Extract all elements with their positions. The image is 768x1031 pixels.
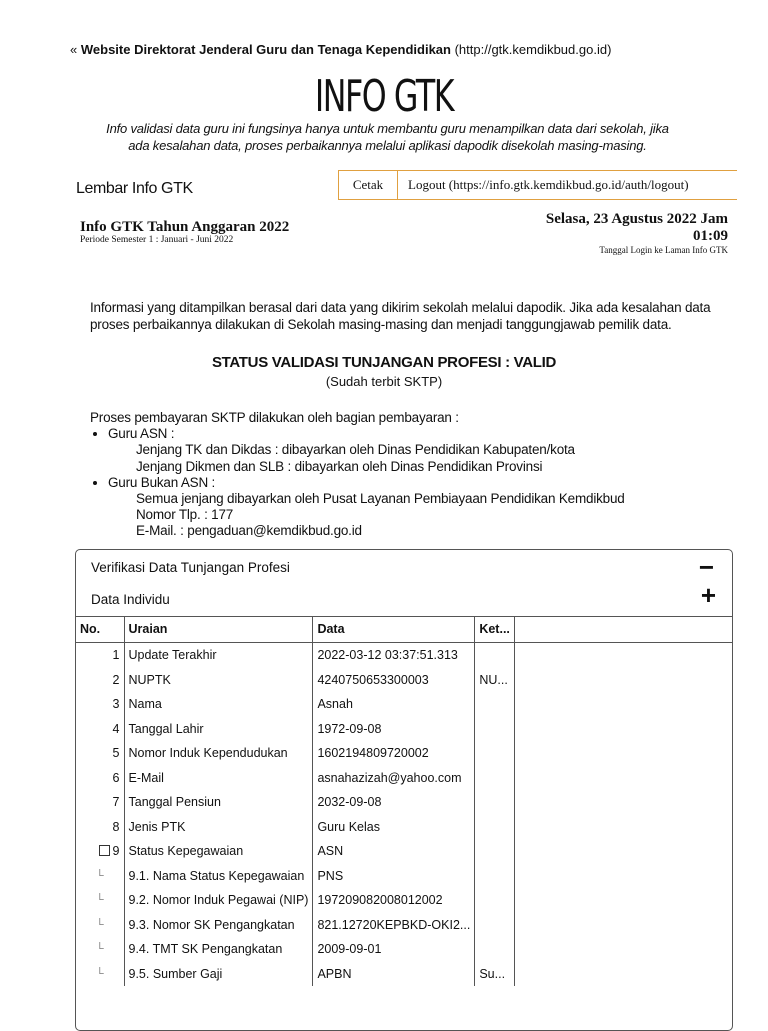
- cell-ket: [475, 766, 515, 791]
- cell-ket: [475, 937, 515, 962]
- cell-data: ASN: [313, 839, 475, 864]
- list-item: • Guru Bukan ASN : Semua jenjang dibayarkan oleh Pusat Layanan Pembiayaan Pendidikan Kemdikbud Nomor Tlp. : 177 E-Mail. : pengaduan@kemdikbud.go.id: [108, 475, 625, 540]
- payment-info: [90, 410, 625, 540]
- cell-ket: Su...: [475, 962, 515, 987]
- cell-empty: [514, 790, 732, 815]
- cell-ket: [475, 864, 515, 889]
- cell-ket: [475, 692, 515, 717]
- row-number: └: [95, 869, 104, 882]
- data-table: [76, 616, 732, 986]
- table-row: [76, 741, 732, 766]
- cell-data: 197209082008012002: [313, 888, 475, 913]
- panel-header: [76, 550, 732, 617]
- website-url: (http://gtk.kemdikbud.go.id): [454, 42, 612, 57]
- cell-data: 1972-09-08: [313, 717, 475, 742]
- cell-data: Asnah: [313, 692, 475, 717]
- cell-data: 2032-09-08: [313, 790, 475, 815]
- row-number: 7: [112, 795, 120, 810]
- cell-data: 2009-09-01: [313, 937, 475, 962]
- cell-uraian: 9.5. Sumber Gaji: [124, 962, 313, 987]
- table-row: [76, 888, 732, 913]
- website-link-line: [70, 42, 611, 57]
- table-header-row: [76, 616, 732, 643]
- table-row: [76, 864, 732, 889]
- table-row: [76, 962, 732, 987]
- col-header-uraian[interactable]: Uraian: [124, 616, 313, 643]
- info-paragraph: Informasi yang ditampilkan berasal dari data yang dikirim sekolah melalui dapodik. Jika ada kesalahan data proses perbaikannya dilakukan di Sekolah masing-masing dan menjadi tanggungjawab pemilik data.: [90, 300, 711, 332]
- cell-data: 4240750653300003: [313, 668, 475, 693]
- row-number: └: [95, 967, 104, 980]
- cell-ket: [475, 741, 515, 766]
- page-title: INFO GTK: [314, 71, 454, 122]
- cell-uraian: Jenis PTK: [124, 815, 313, 840]
- cell-ket: [475, 888, 515, 913]
- cell-ket: NU...: [475, 668, 515, 693]
- row-number: 1: [112, 648, 120, 663]
- logout-button[interactable]: Logout (https://info.gtk.kemdikbud.go.id/auth/logout): [398, 171, 699, 199]
- cell-ket: [475, 913, 515, 938]
- row-number: 3: [112, 697, 120, 712]
- validation-status-sub: (Sudah terbit SKTP): [325, 374, 443, 389]
- row-number: └: [95, 894, 104, 907]
- row-number: 5: [112, 746, 120, 761]
- panel-subtitle: Data Individu: [91, 592, 170, 607]
- table-row: [76, 790, 732, 815]
- page-subtitle: Info validasi data guru ini fungsinya hanya untuk membantu guru menampilkan data dari sekolah, jika ada kesalahan data, proses perbaikannya melalui aplikasi dapodik disekolah masing-masing.: [106, 121, 669, 153]
- cell-ket: [475, 839, 515, 864]
- cell-uraian: 9.4. TMT SK Pengangkatan: [124, 937, 313, 962]
- cell-uraian: Tanggal Lahir: [124, 717, 313, 742]
- table-row: [76, 839, 732, 864]
- list-item: • Guru ASN : Jenjang TK dan Dikdas : dibayarkan oleh Dinas Pendidikan Kabupaten/kota Jenjang Dikmen dan SLB : dibayarkan oleh Dinas Pendidikan Provinsi: [108, 426, 625, 475]
- payment-list: [90, 426, 625, 539]
- validation-status: STATUS VALIDASI TUNJANGAN PROFESI : VALID: [211, 354, 557, 371]
- verification-panel: [75, 549, 733, 1031]
- cell-empty: [514, 913, 732, 938]
- row-number: └: [95, 943, 104, 956]
- cell-uraian: Update Terakhir: [124, 643, 313, 668]
- cell-uraian: Nama: [124, 692, 313, 717]
- cell-data: 1602194809720002: [313, 741, 475, 766]
- period-text: Periode Semester 1 : Januari - Juni 2022: [80, 235, 234, 245]
- cell-empty: [514, 741, 732, 766]
- table-row: [76, 937, 732, 962]
- cell-data: 2022-03-12 03:37:51.313: [313, 643, 475, 668]
- toolbar: [338, 170, 737, 200]
- cell-uraian: 9.2. Nomor Induk Pegawai (NIP): [124, 888, 313, 913]
- website-link[interactable]: Website Direktorat Jenderal Guru dan Tenaga Kependidikan: [80, 42, 451, 57]
- cell-uraian: Status Kepegawaian: [124, 839, 313, 864]
- cell-empty: [514, 888, 732, 913]
- print-button[interactable]: Cetak: [339, 171, 398, 199]
- payment-intro: Proses pembayaran SKTP dilakukan oleh bagian pembayaran :: [90, 410, 459, 425]
- cell-empty: [514, 643, 732, 668]
- table-row: [76, 668, 732, 693]
- table-row: [76, 643, 732, 668]
- cell-empty: [514, 962, 732, 987]
- row-number: 6: [112, 770, 120, 785]
- cell-empty: [514, 839, 732, 864]
- row-number: 2: [112, 672, 120, 687]
- cell-uraian: 9.3. Nomor SK Pengangkatan: [124, 913, 313, 938]
- cell-ket: [475, 815, 515, 840]
- collapse-icon[interactable]: −: [698, 552, 714, 582]
- col-header-data[interactable]: Data: [313, 616, 475, 643]
- cell-empty: [514, 668, 732, 693]
- cell-data: PNS: [313, 864, 475, 889]
- cell-empty: [514, 815, 732, 840]
- cell-empty: [514, 692, 732, 717]
- table-row: [76, 766, 732, 791]
- cell-data: Guru Kelas: [313, 815, 475, 840]
- cell-ket: [475, 643, 515, 668]
- row-number: 9: [76, 839, 124, 864]
- col-header-no[interactable]: No.: [76, 616, 124, 643]
- expand-icon[interactable]: +: [700, 580, 716, 610]
- info-year-heading: Info GTK Tahun Anggaran 2022: [80, 219, 290, 235]
- cell-data: APBN: [313, 962, 475, 987]
- col-header-ket[interactable]: Ket...: [475, 616, 515, 643]
- cell-uraian: E-Mail: [124, 766, 313, 791]
- panel-title: Verifikasi Data Tunjangan Profesi: [91, 560, 290, 575]
- cell-empty: [514, 766, 732, 791]
- cell-uraian: NUPTK: [124, 668, 313, 693]
- table-row: [76, 913, 732, 938]
- cell-empty: [514, 864, 732, 889]
- table-row: [76, 717, 732, 742]
- cell-uraian: Tanggal Pensiun: [124, 790, 313, 815]
- cell-data: asnahazizah@yahoo.com: [313, 766, 475, 791]
- table-row: [76, 815, 732, 840]
- table-row: [76, 692, 732, 717]
- row-number: 8: [112, 819, 120, 834]
- cell-ket: [475, 790, 515, 815]
- row-number: └: [95, 918, 104, 931]
- cell-empty: [514, 937, 732, 962]
- cell-empty: [514, 717, 732, 742]
- cell-ket: [475, 717, 515, 742]
- col-header-empty: [514, 616, 732, 643]
- cell-uraian: 9.1. Nama Status Kepegawaian: [124, 864, 313, 889]
- cell-uraian: Nomor Induk Kependudukan: [124, 741, 313, 766]
- login-date: Selasa, 23 Agustus 2022 Jam 01:09: [545, 211, 728, 244]
- login-date-label: Tanggal Login ke Laman Info GTK: [599, 245, 728, 255]
- link-prefix: «: [70, 42, 78, 57]
- expand-checkbox-icon[interactable]: [99, 845, 110, 856]
- lembar-heading: Lembar Info GTK: [76, 180, 193, 197]
- cell-data: 821.12720KEPBKD-OKI2...: [313, 913, 475, 938]
- row-number: 4: [112, 721, 120, 736]
